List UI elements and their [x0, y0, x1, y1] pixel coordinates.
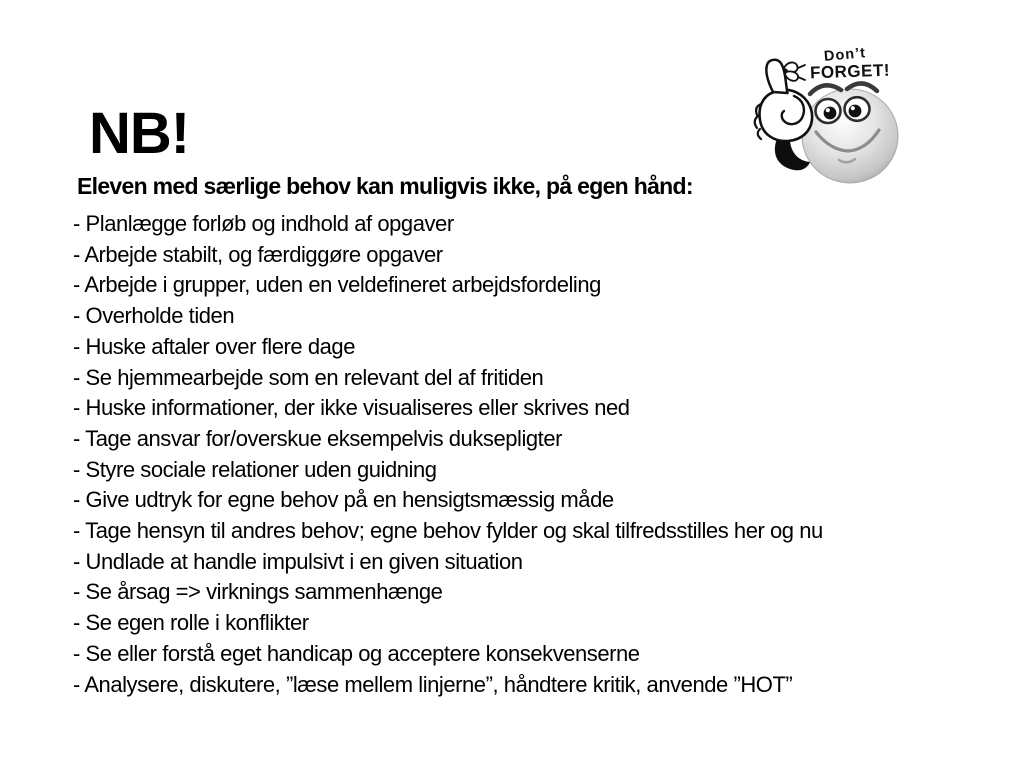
- list-item: - Arbejde i grupper, uden en veldefineret arbejdsfordeling: [73, 272, 601, 298]
- list-item: - Se hjemmearbejde som en relevant del af fritiden: [73, 364, 544, 390]
- slide-subtitle: Eleven med særlige behov kan muligvis ikke, på egen hånd:: [77, 173, 693, 199]
- list-item: - Huske aftaler over flere dage: [73, 333, 355, 359]
- list-item: - Overholde tiden: [73, 303, 235, 329]
- list-item: - Tage hensyn til andres behov; egne behov fylder og skal tilfredsstilles her og nu: [73, 518, 823, 544]
- slide-title: NB!: [89, 100, 190, 166]
- forget-text: FORGET!: [809, 60, 891, 83]
- list-item: - Se årsag => virknings sammenhænge: [73, 579, 443, 605]
- bullet-list: [73, 209, 823, 700]
- list-item: - Planlægge forløb og indhold af opgaver: [73, 211, 454, 236]
- dont-forget-clipart: [748, 28, 912, 190]
- smiley-face-icon: [802, 83, 898, 183]
- list-item: - Se egen rolle i konflikter: [73, 610, 309, 636]
- list-item: - Undlade at handle impulsivt i en given situation: [73, 548, 523, 574]
- list-item: - Styre sociale relationer uden guidning: [73, 456, 437, 482]
- list-item: - Give udtryk for egne behov på en hensigtsmæssig måde: [73, 487, 614, 513]
- list-item: - Tage ansvar for/overskue eksempelvis duksepligter: [73, 425, 563, 451]
- list-item: - Analysere, diskutere, ”læse mellem linjerne”, håndtere kritik, anvende ”HOT”: [73, 671, 793, 697]
- list-item: - Se eller forstå eget handicap og acceptere konsekvenserne: [73, 640, 640, 666]
- dont-text: Don’t: [823, 45, 867, 65]
- list-item: - Arbejde stabilt, og færdiggøre opgaver: [73, 241, 443, 267]
- list-item: - Huske informationer, der ikke visualiseres eller skrives ned: [73, 395, 630, 421]
